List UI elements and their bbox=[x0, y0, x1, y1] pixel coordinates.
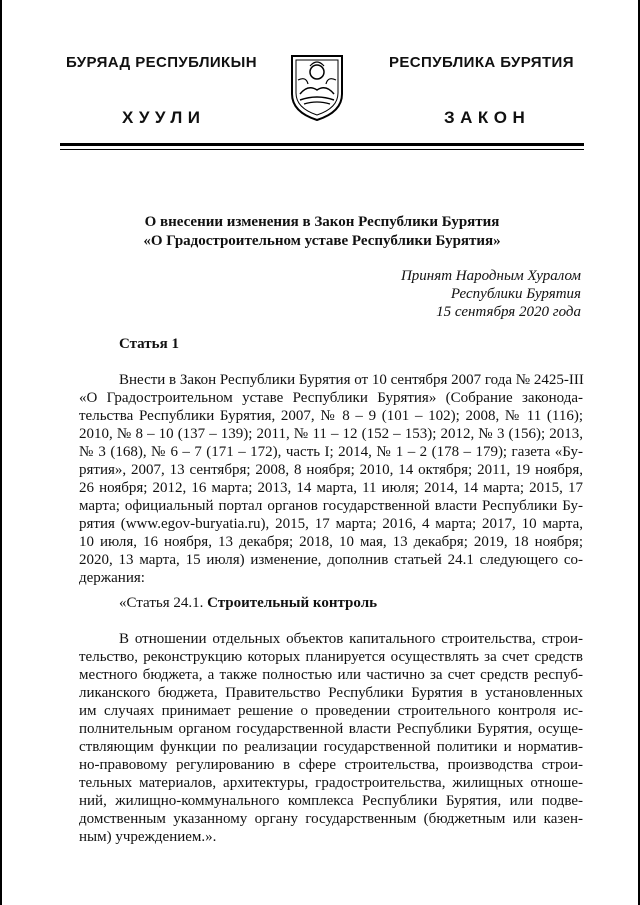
article-24-1-prefix: «Статья 24.1. bbox=[119, 595, 204, 611]
article-1-text-line: Внести в Закон Республики Бурятия от 10 сентября 2007 года № 2425-III bbox=[119, 372, 584, 388]
adoption-date: 15 сентября 2020 года bbox=[436, 304, 581, 320]
article-1-text-line: держания: bbox=[79, 570, 145, 586]
article-24-1-text-line: ным) учреждением.». bbox=[79, 829, 217, 845]
coat-of-arms-icon bbox=[286, 50, 348, 124]
article-1-text-line: рятия», 2007, 13 сентября; 2008, 8 ноября; 2010, 14 октября; 2011, 19 ноября, bbox=[79, 462, 583, 478]
article-24-1-text-line: им случаях принимает решение о проведении строительного контроля ис- bbox=[79, 703, 583, 719]
article-24-1-text-line: но-правовому регулированию в сфере строительства, производства строи- bbox=[79, 757, 583, 773]
article-1-text-line: рятия (www.egov-buryatia.ru), 2015, 17 марта; 2016, 4 марта; 2017, 10 марта, bbox=[79, 516, 583, 532]
article-24-1-text-line: ствляющим функции по реализации государственной политики и норматив- bbox=[79, 739, 583, 755]
header-rule-thick bbox=[60, 143, 584, 146]
article-24-1-text-line: местного бюджета, а также полностью или частично за счет средств респуб- bbox=[79, 667, 583, 683]
article-1-heading: Статья 1 bbox=[119, 336, 179, 352]
adopted-by-line1: Принят Народным Хуралом bbox=[400, 268, 581, 284]
article-1-text-line: 2010, № 8 – 10 (137 – 139); 2011, № 11 – 12 (152 – 153); 2012, № 3 (156); 2013, bbox=[79, 426, 583, 442]
header-right-line1: РЕСПУБЛИКА БУРЯТИЯ bbox=[389, 54, 574, 71]
article-24-1-title bbox=[119, 595, 377, 612]
article-1-text-line: № 3 (168), № 6 – 7 (171 – 172), часть I; 2014, № 1 – 2 (178 – 179); газета «Бу- bbox=[79, 444, 583, 460]
article-1-text-line: «О Градостроительном уставе Республики Бурятия» (Собрание законода- bbox=[79, 390, 583, 406]
header-left-line2: ХУУЛИ bbox=[122, 108, 206, 127]
scan-border-left bbox=[0, 0, 2, 905]
article-24-1-text-line: домственным указанному органу государственным (бюджетным или казен- bbox=[79, 811, 583, 827]
law-title-line1: О внесении изменения в Закон Республики Бурятия bbox=[144, 214, 500, 230]
article-1-text-line: 10 июля, 16 ноября, 13 декабря; 2018, 10 мая, 13 декабря; 2019, 18 ноября; bbox=[79, 534, 583, 550]
header-left-line1: БУРЯАД РЕСПУБЛИКЫН bbox=[66, 54, 257, 71]
article-24-1-text-line: ний, жилищно-коммунального комплекса Республики Бурятия, или подве- bbox=[79, 793, 583, 809]
header-right-line2: ЗАКОН bbox=[444, 108, 531, 127]
article-24-1-text-line: В отношении отдельных объектов капитального строительства, строи- bbox=[119, 631, 583, 647]
article-24-1-text-line: тельных материалов, архитектуры, градостроительства, жилищных отноше- bbox=[79, 775, 583, 791]
article-1-text-line: 2020, 13 марта, 15 июля) изменение, дополнив статьей 24.1 следующего со- bbox=[79, 552, 583, 568]
adopted-by-line2: Республики Бурятия bbox=[450, 286, 581, 302]
article-24-1-text-line: полнительным органом государственной власти Республики Бурятия, осуще- bbox=[79, 721, 583, 737]
article-24-1-name: Строительный контроль bbox=[207, 595, 378, 611]
article-1-text-line: тельства Республики Бурятия, 2007, № 8 – 9 (101 – 102); 2008, № 11 (116); bbox=[79, 408, 583, 424]
article-1-text-line: 26 ноября; 2012, 16 марта; 2013, 14 марта, 11 июля; 2014, 14 марта; 2015, 17 bbox=[79, 480, 583, 496]
article-24-1-text-line: тельство, реконструкцию которых планируется осуществлять за счет средств bbox=[79, 649, 583, 665]
article-1-text-line: марта; официальный портал органов государственной власти Республики Бу- bbox=[79, 498, 583, 514]
header-rule-thin bbox=[60, 149, 584, 150]
law-title-line2: «О Градостроительном уставе Республики Бурятия» bbox=[143, 233, 501, 249]
article-24-1-text-line: ликанского бюджета, Правительство Республики Бурятия в установленных bbox=[79, 685, 583, 701]
